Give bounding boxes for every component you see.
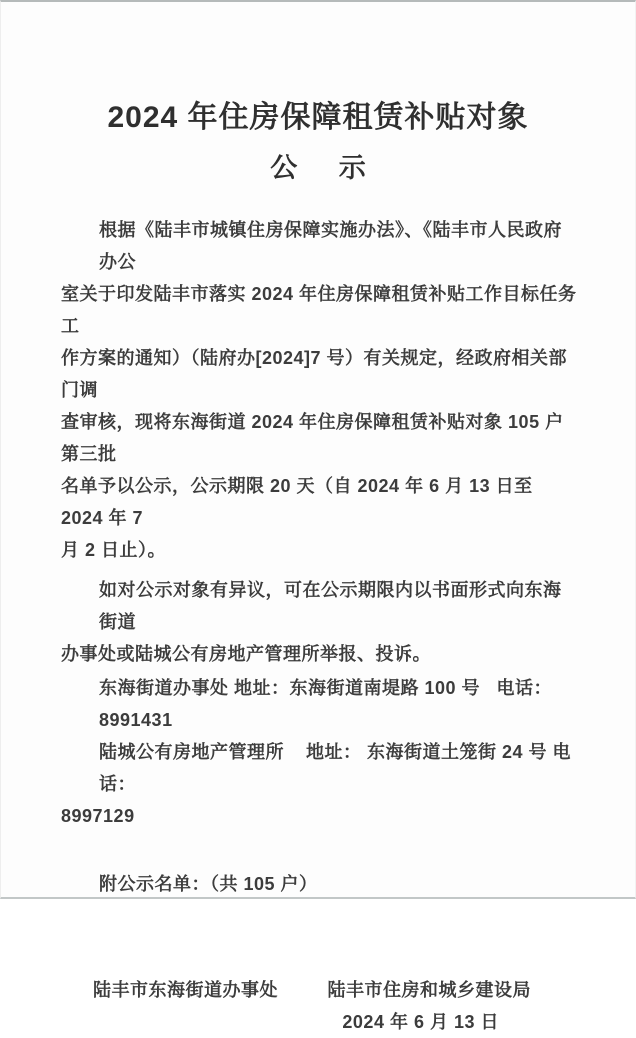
signature-date: 2024 年 6 月 13 日 [342,1012,499,1032]
text-line: 室关于印发陆丰市落实 2024 年住房保障租赁补贴工作目标任务工 [61,284,577,336]
document-title: 2024 年住房保障租赁补贴对象 [107,101,529,134]
document-subtitle: 公 示 [270,153,366,183]
attachment-note [61,868,579,900]
text-line: 名单予以公示，公示期限 20 天（自 2024 年 6 月 13 日至 2024 年 7 [61,476,539,528]
signature-row [61,974,579,1006]
contact-line-phone-continued: 8997129 [61,806,135,826]
paragraph-objection-notice [61,574,579,670]
contact-line-subdistrict-office: 东海街道办事处 地址：东海街道南堤路 100 号 电话：8991431 [99,678,553,730]
text-line: 根据《陆丰市城镇住房保障实施办法》、《陆丰市人民政府办公 [99,220,562,272]
contact-info [61,672,579,832]
attachment-line: 附公示名单：（共 105 户） [99,874,318,894]
contact-line-housing-admin: 陆城公有房地产管理所 地址： 东海街道土笼街 24 号 电话： [99,742,572,794]
signature-left-org: 陆丰市东海街道办事处 [93,980,278,1000]
paragraph-legal-basis [61,214,579,566]
text-line: 月 2 日止）。 [61,540,167,560]
signature-right-org: 陆丰市住房和城乡建设局 [327,980,531,1000]
text-line: 办事处或陆城公有房地产管理所举报、投诉。 [61,644,431,664]
text-line: 如对公示对象有异议，可在公示期限内以书面形式向东海街道 [99,580,562,632]
document-body [1,214,635,1038]
signature-date-row [61,1006,579,1038]
text-line: 查审核，现将东海街道 2024 年住房保障租赁补贴对象 105 户第三批 [61,412,564,464]
text-line: 作方案的通知）（陆府办[2024]7 号）有关规定，经政府相关部门调 [61,348,568,400]
